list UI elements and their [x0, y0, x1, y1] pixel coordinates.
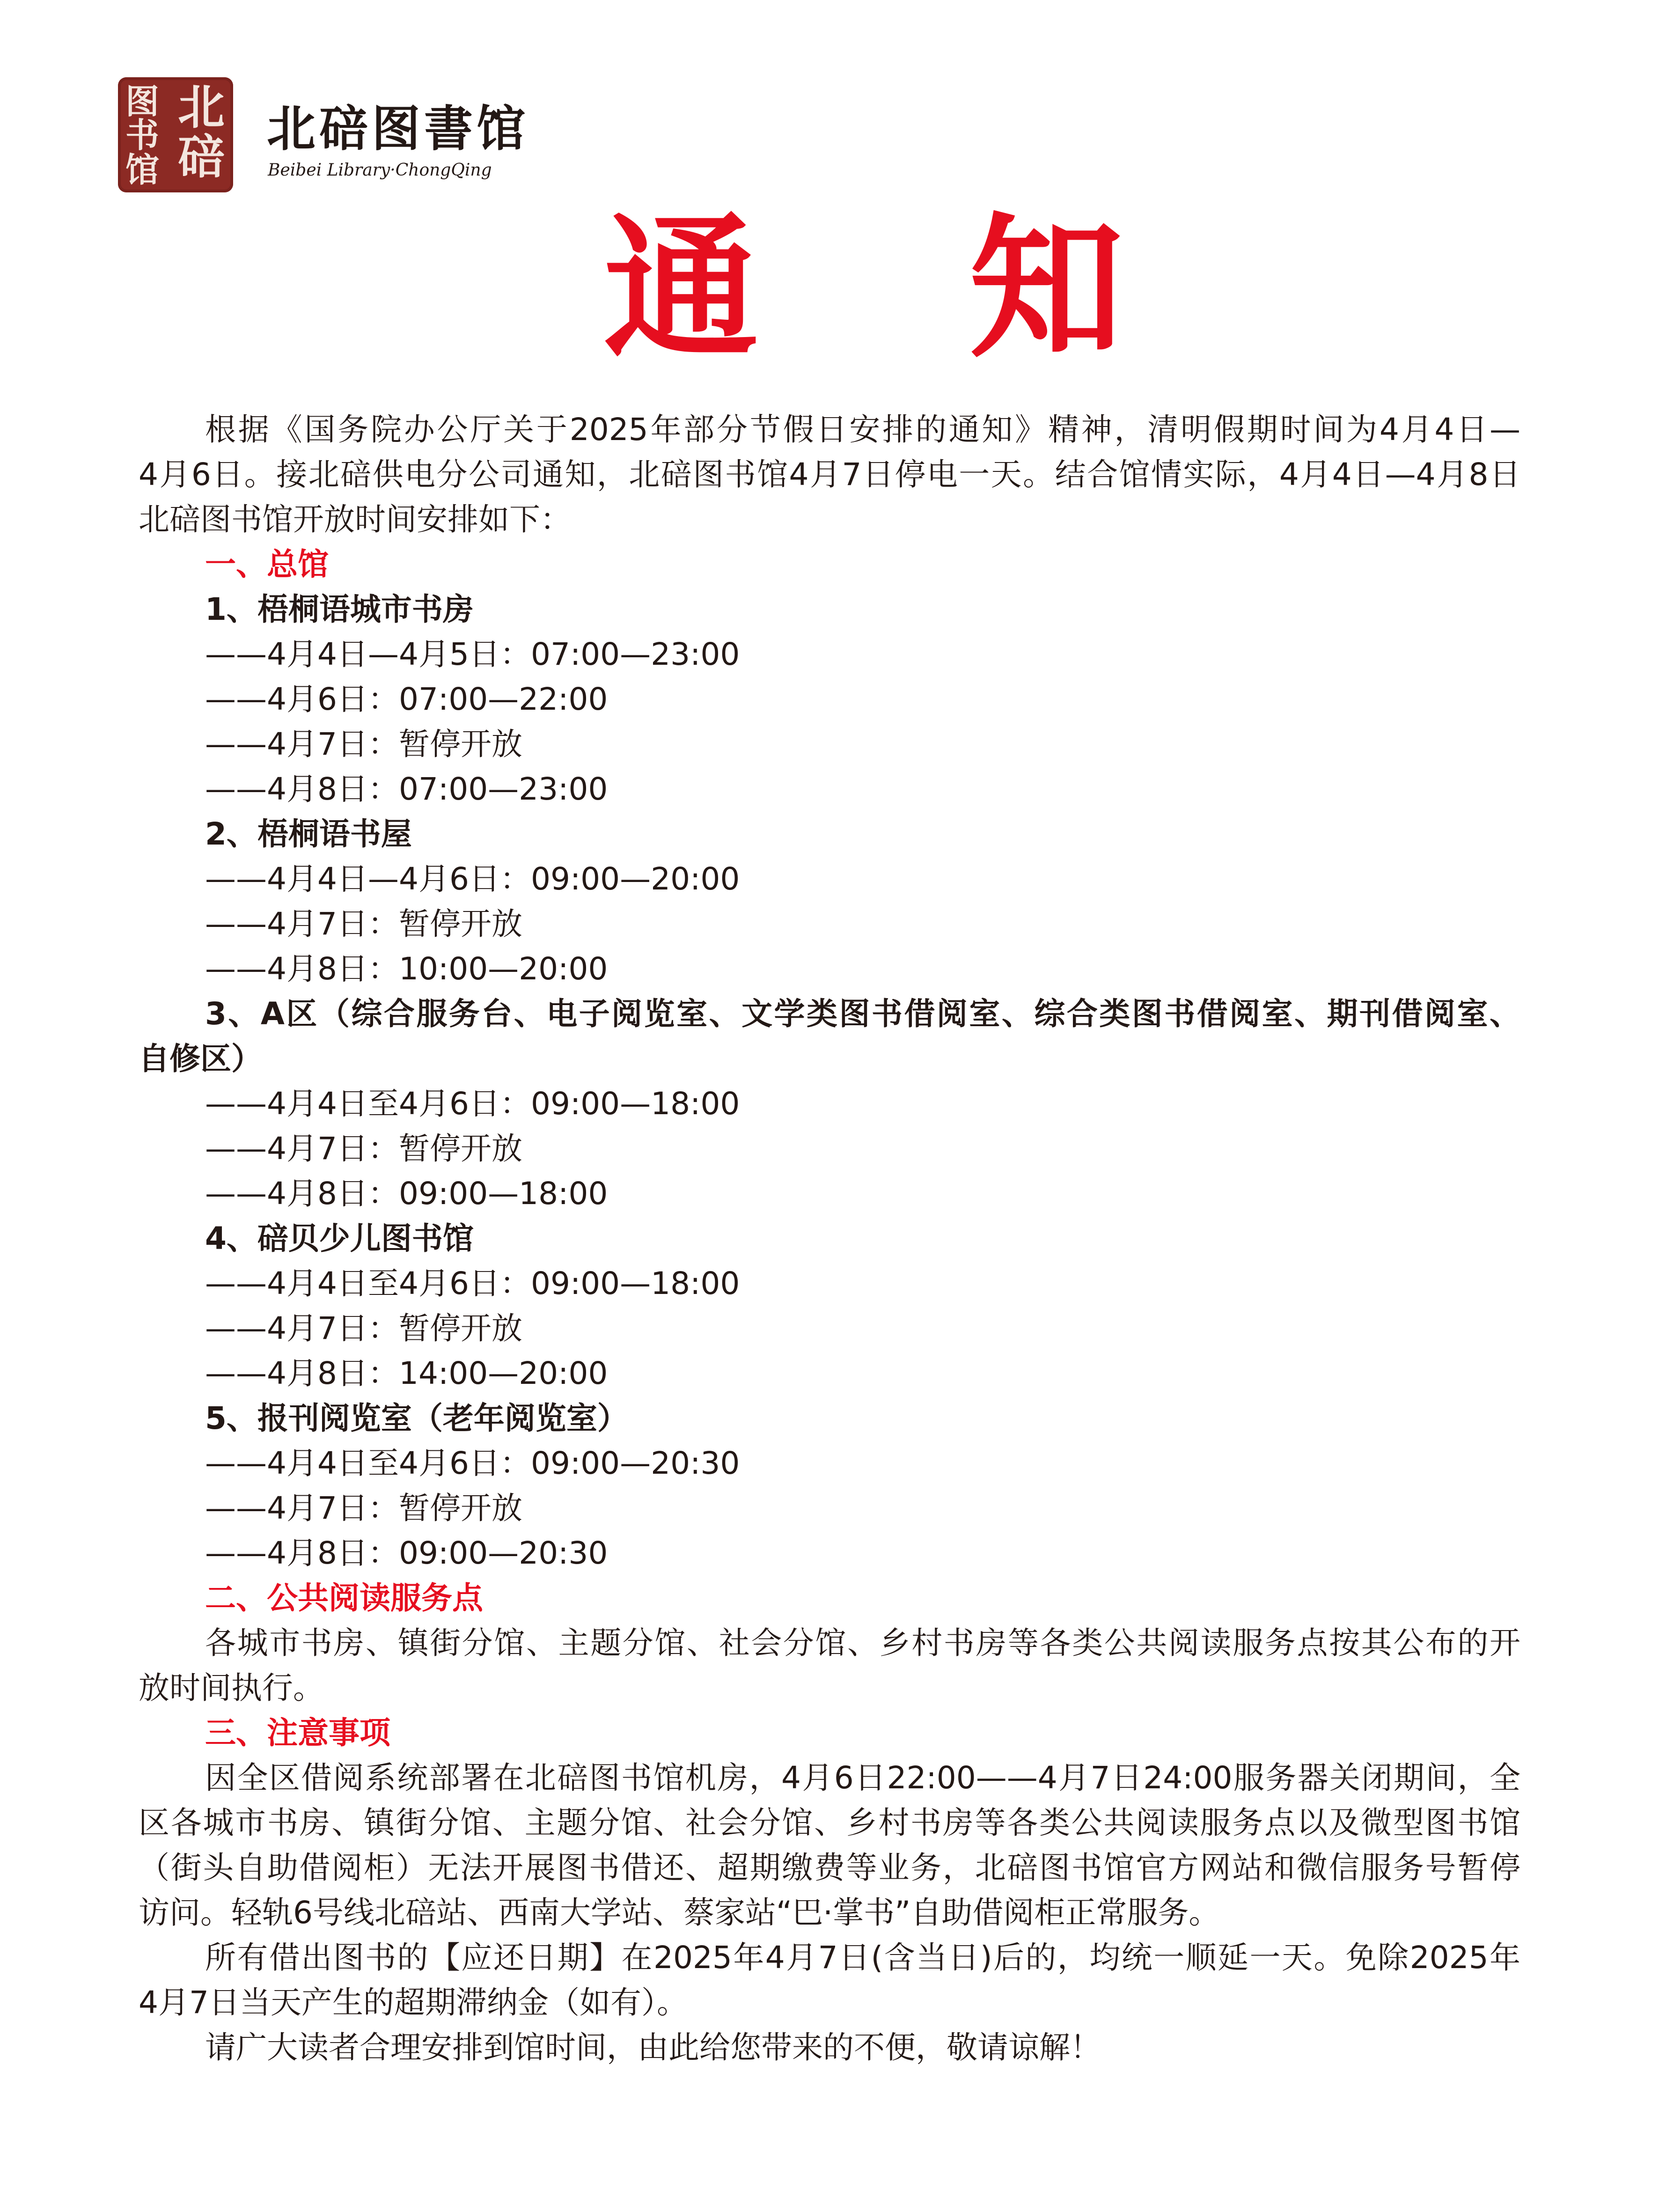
title-char-1: 通: [604, 197, 758, 379]
schedule-line: ——4月4日—4月6日：09:00—20:00: [205, 861, 740, 897]
notice-title: [604, 197, 1123, 379]
library-name: 北碚图書馆: [267, 100, 529, 157]
schedule-line: ——4月8日：14:00—20:00: [205, 1355, 608, 1391]
section3-para2-line-2: 4月7日当天产生的超期滞纳金（如有）。: [139, 1984, 688, 2021]
sub1-heading: 1、梧桐语城市书房: [205, 591, 474, 627]
sub3-heading-line-1: 3、A区（综合服务台、电子阅览室、文学类图书借阅室、综合类图书借阅室、期刊借阅室、: [205, 996, 1520, 1032]
schedule-line: ——4月4日至4月6日：09:00—18:00: [205, 1086, 740, 1122]
sub5-heading: 5、报刊阅览室（老年阅览室）: [205, 1400, 628, 1436]
section3-para3-line-1: 请广大读者合理安排到馆时间，由此给您带来的不便，敬请谅解！: [205, 2029, 1101, 2065]
schedule-line: ——4月8日：07:00—23:00: [205, 771, 608, 807]
title-char-2: 知: [969, 197, 1123, 379]
library-logo: [118, 77, 549, 199]
notice-body: [139, 407, 1520, 2070]
section3-para1-line-3: （街头自助借阅柜）无法开展图书借还、超期缴费等业务，北碚图书馆官方网站和微信服务号暂停: [139, 1850, 1520, 1886]
library-seal: 北 碚 图 书 馆: [118, 77, 233, 192]
sub2-heading: 2、梧桐语书屋: [205, 816, 412, 852]
schedule-line: ——4月7日：暂停开放: [205, 1131, 522, 1167]
section3-para1-line-1: 因全区借阅系统部署在北碚图书馆机房，4月6日22:00——4月7日24:00服务器关闭期间，全: [205, 1760, 1520, 1796]
schedule-line: ——4月8日：09:00—20:30: [205, 1535, 608, 1571]
schedule-line: ——4月6日：07:00—22:00: [205, 681, 608, 717]
section3-para2-line-1: 所有借出图书的【应还日期】在2025年4月7日(含当日)后的，均统一顺延一天。免除2025年: [205, 1940, 1520, 1976]
schedule-line: ——4月7日：暂停开放: [205, 1310, 522, 1346]
section2-line-1: 各城市书房、镇街分馆、主题分馆、社会分馆、乡村书房等各类公共阅读服务点按其公布的开: [205, 1625, 1520, 1661]
schedule-line: ——4月7日：暂停开放: [205, 726, 522, 762]
schedule-line: ——4月7日：暂停开放: [205, 906, 522, 942]
section3-para1-line-4: 访问。轻轨6号线北碚站、西南大学站、蔡家站“巴·掌书”自助借阅柜正常服务。: [139, 1895, 1220, 1931]
intro-line-2: 4月6日。接北碚供电分公司通知，北碚图书馆4月7日停电一天。结合馆情实际，4月4日—4月8日: [139, 456, 1520, 492]
intro-line-1: 根据《国务院办公厅关于2025年部分节假日安排的通知》精神，清明假期时间为4月4日—: [205, 412, 1520, 448]
section2-line-2: 放时间执行。: [139, 1670, 324, 1706]
section1-heading: 一、总馆: [205, 546, 329, 582]
schedule-line: ——4月8日：10:00—20:00: [205, 951, 608, 987]
schedule-line: ——4月4日至4月6日：09:00—20:30: [205, 1445, 740, 1481]
intro-line-3: 北碚图书馆开放时间安排如下：: [139, 501, 571, 537]
schedule-line: ——4月4日至4月6日：09:00—18:00: [205, 1265, 740, 1301]
library-subtitle: Beibei Library·ChongQing: [268, 161, 492, 180]
section3-para1-line-2: 区各城市书房、镇街分馆、主题分馆、社会分馆、乡村书房等各类公共阅读服务点以及微型图书馆: [139, 1805, 1520, 1841]
section2-heading: 二、公共阅读服务点: [205, 1580, 483, 1616]
sub3-heading-line-2: 自修区）: [139, 1041, 262, 1077]
schedule-line: ——4月4日—4月5日：07:00—23:00: [205, 636, 740, 672]
sub4-heading: 4、碚贝少儿图书馆: [205, 1220, 474, 1257]
schedule-line: ——4月8日：09:00—18:00: [205, 1176, 608, 1212]
section3-heading: 三、注意事项: [205, 1715, 390, 1751]
schedule-line: ——4月7日：暂停开放: [205, 1490, 522, 1526]
